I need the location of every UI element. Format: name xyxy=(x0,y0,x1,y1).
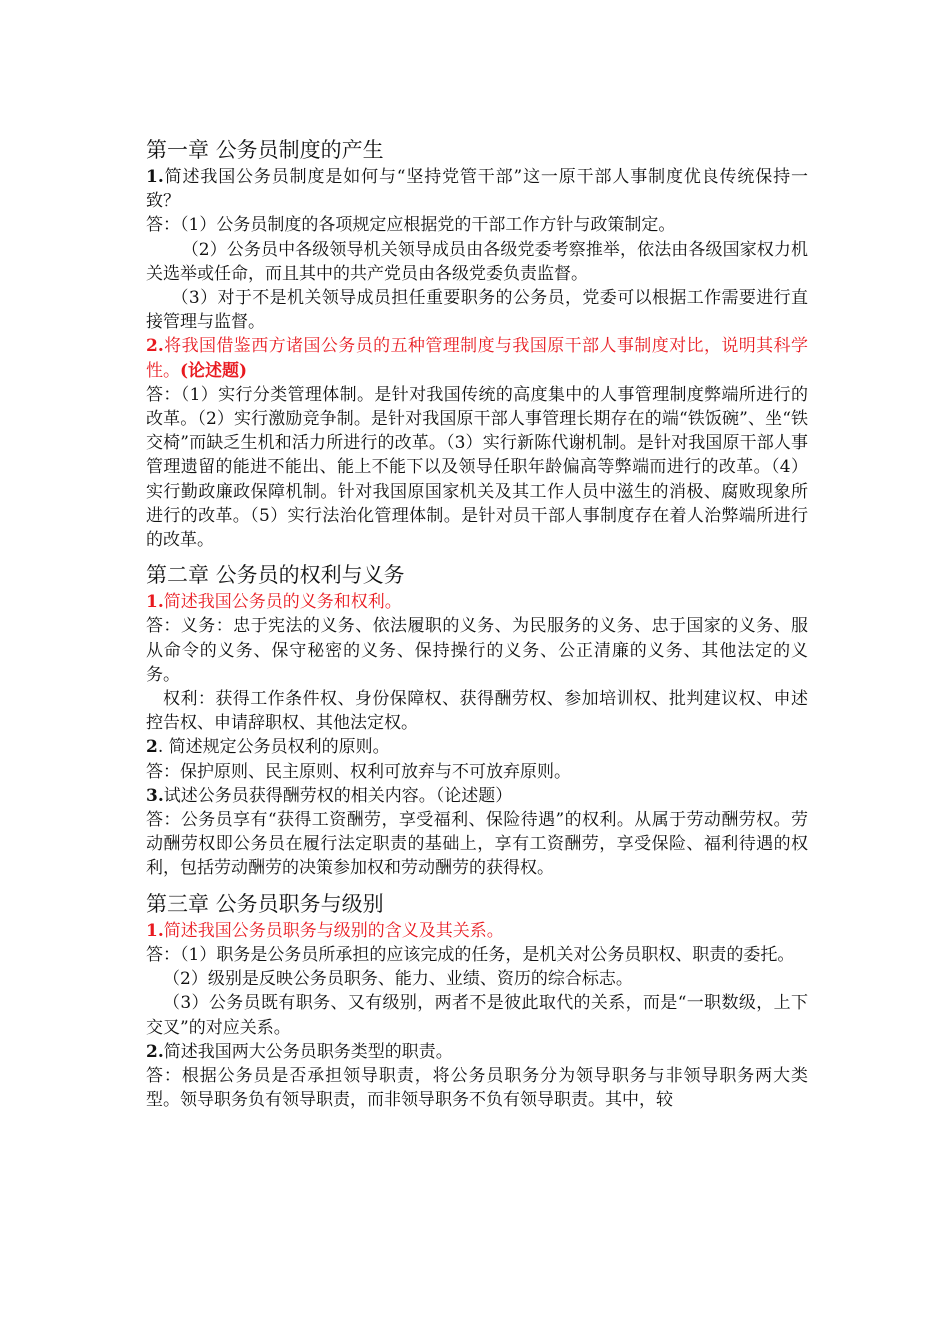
question-text: 简述我国公务员职务与级别的含义及其关系。 xyxy=(163,920,504,941)
ch2-question-2 xyxy=(146,735,808,759)
question-number: 1. xyxy=(146,592,164,613)
ch2-question-1 xyxy=(146,590,808,614)
ch1-question-2 xyxy=(146,334,808,382)
ch1-answer-1-part-2: （2）公务员中各级领导机关领导成员由各级党委考察推举，依法由各级国家权力机关选举或任命，而且其中的共产党员由各级党委负责监督。 xyxy=(146,239,808,284)
question-tag: (论述题) xyxy=(180,360,248,381)
ch3-question-1 xyxy=(146,919,808,943)
question-text: 简述我国公务员制度是如何与“坚持党管干部”这一原干部人事制度优良传统保持一致？ xyxy=(146,167,808,212)
question-number: 2. xyxy=(146,1041,164,1062)
chapter-2-title: 第二章 公务员的权利与义务 xyxy=(146,563,405,588)
question-number: 3. xyxy=(146,785,164,806)
ch3-question-2 xyxy=(146,1040,808,1064)
ch2-answer-1-duties: 答：义务：忠于宪法的义务、依法履职的义务、为民服务的义务、忠于国家的义务、服从命令的义务、保守秘密的义务、保持操行的义务、公正清廉的义务、其他法定的义务。 xyxy=(146,616,808,685)
question-number: 1. xyxy=(146,920,164,941)
ch1-answer-1-part-3: （3）对于不是机关领导成员担任重要职务的公务员，党委可以根据工作需要进行直接管理与监督。 xyxy=(146,288,808,333)
ch2-answer-3: 答：公务员享有“获得工资酬劳，享受福利、保险待遇”的权利。从属于劳动酬劳权。劳动酬劳权即公务员在履行法定职责的基础上，享有工资酬劳，享受保险、福利待遇的权利，包括劳动酬劳的决策参加权和劳动酬劳的获得权。 xyxy=(146,810,808,879)
question-text: 试述公务员获得酬劳权的相关内容。（论述题） xyxy=(163,785,513,806)
question-number: 2. xyxy=(146,336,164,357)
ch1-question-1 xyxy=(146,165,808,213)
ch3-answer-1-part-1: 答：（1）职务是公务员所承担的应该完成的任务，是机关对公务员职权、职责的委托。 xyxy=(146,944,795,965)
ch3-answer-1-part-3: （3）公务员既有职务、又有级别，两者不是彼此取代的关系，而是“一职数级，上下交叉”的对应关系。 xyxy=(146,993,808,1038)
ch2-question-3 xyxy=(146,784,808,808)
question-number: 2 xyxy=(146,737,158,758)
question-text: 将我国借鉴西方诸国公务员的五种管理制度与我国原干部人事制度对比，说明其科学性。 xyxy=(146,336,808,381)
question-text: 简述我国公务员的义务和权利。 xyxy=(163,592,402,613)
ch2-answer-1-rights: 权利：获得工作条件权、身份保障权、获得酬劳权、参加培训权、批判建议权、申述控告权、申请辞职权、其他法定权。 xyxy=(146,689,808,734)
chapter-1-title: 第一章 公务员制度的产生 xyxy=(146,138,384,162)
question-text: . 简述规定公务员权利的原则。 xyxy=(157,737,390,758)
question-number: 1. xyxy=(146,167,164,187)
chapter-3-title: 第三章 公务员职务与级别 xyxy=(146,891,384,916)
ch3-answer-2: 答：根据公务员是否承担领导职责，将公务员职务分为领导职务与非领导职务两大类型。领导职务负有领导职责，而非领导职务不负有领导职责。其中，较 xyxy=(146,1065,808,1111)
ch2-answer-2: 答：保护原则、民主原则、权利可放弃与不可放弃原则。 xyxy=(146,761,571,782)
document-body xyxy=(146,135,808,1112)
ch1-answer-2: 答：（1）实行分类管理体制。是针对我国传统的高度集中的人事管理制度弊端所进行的改革。（2）实行激励竞争制。是针对我国原干部人事管理长期存在的端“铁饭碗”、坐“铁交椅”而缺乏生机和活力所进行的改革。（3）实行新陈代谢机制。是针对我国原干部人事管理遗留的能进不能出、能上不能下以及领导任职年龄偏高等弊端而进行的改革。（4）实行勤政廉政保障机制。针对我国原国家机关及其工作人员中滋生的消极、腐败现象所进行的改革。（5）实行法治化管理体制。是针对员干部人事制度存在着人治弊端所进行的改革。 xyxy=(146,384,808,551)
ch3-answer-1-part-2: （2）级别是反映公务员职务、能力、业绩、资历的综合标志。 xyxy=(163,969,633,990)
question-text: 简述我国两大公务员职务类型的职责。 xyxy=(163,1041,453,1062)
ch1-answer-1-part-1: 答：（1）公务员制度的各项规定应根据党的干部工作方针与政策制定。 xyxy=(146,215,676,236)
